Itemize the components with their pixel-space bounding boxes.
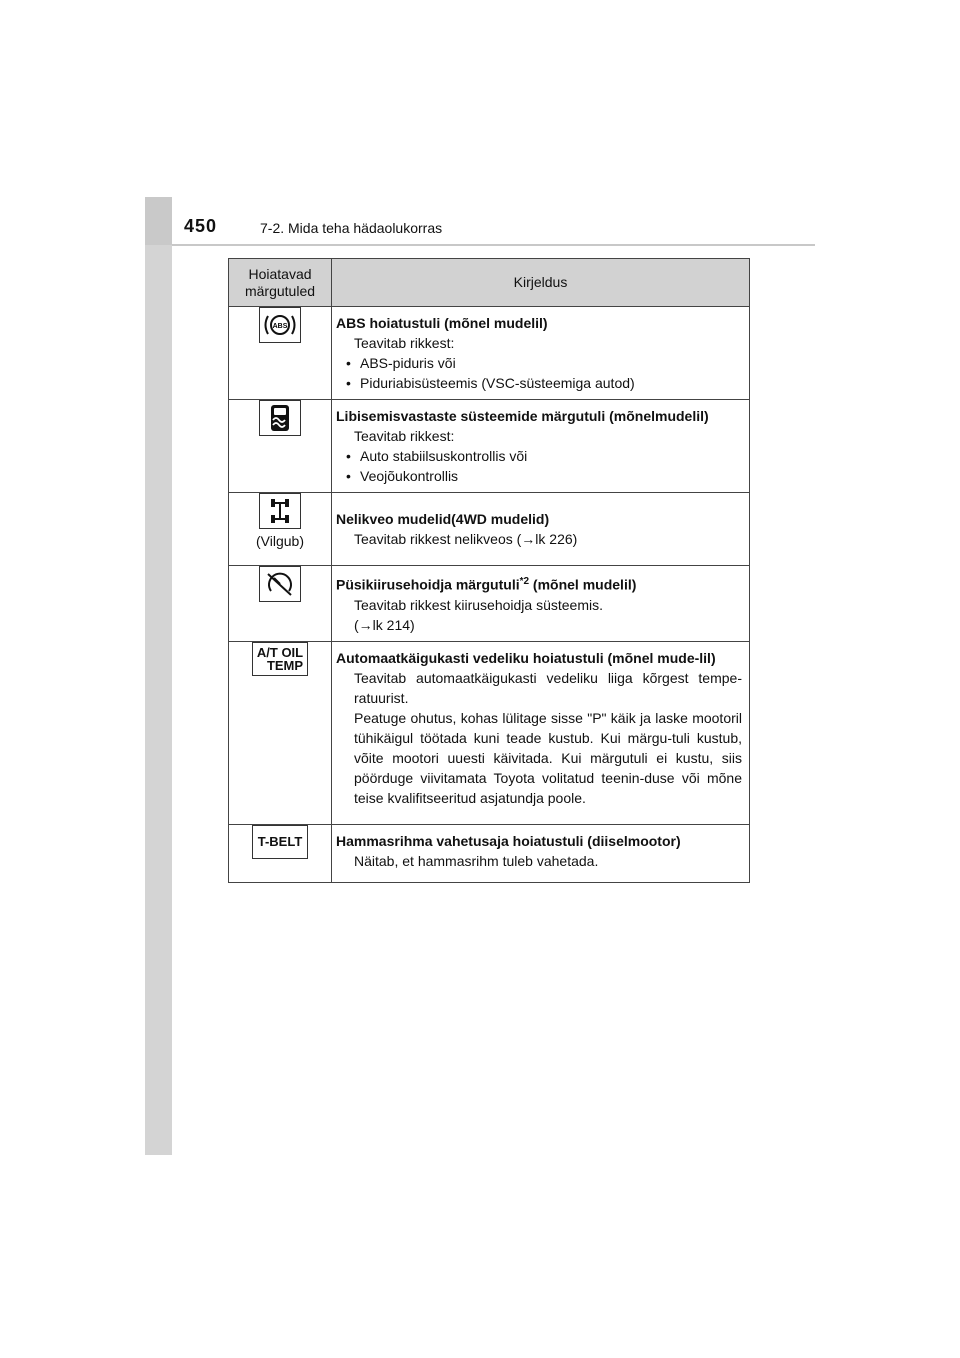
row-title [336,572,742,595]
page-number: 450 [184,216,218,236]
icon-text-line1: A/T OIL [256,644,304,660]
at-oil-temp-icon [252,642,308,676]
table-row [229,400,750,493]
row-title: Automaatkäigukasti vedeliku hoiatustuli (mõnel mude-lil) [336,649,716,666]
icon-text-line2: TEMP [266,657,304,673]
table-row [229,641,750,824]
row-text: Teavitab rikkest nelikveos (→lk 226) [354,531,578,547]
t-belt-icon [252,825,308,859]
table-header-row [229,259,750,307]
table-row [229,824,750,882]
row-text: Peatuge ohutus, kohas lülitage sisse "P" käik ja laske mootoril tühikäigul töötada kuni teade kustub. Kui märgu-tuli kustub, võite mootori uuesti käivitada. Kui märgutuli ei kustu, siis pöörduge viivitamata Toyota volitatud teenin-duse või mõne teise kvalifitseeritud asjatundja poole. [354,709,742,806]
row-title-main: Püsikiirusehoidja märgutuli [336,576,520,593]
row-bullet: • ABS-piduris või [336,353,742,373]
side-tab-bar [145,197,172,1155]
row-text: Teavitab rikkest kiirusehoidja süsteemis. [354,596,603,613]
row-text: Teavitab rikkest: [354,428,455,444]
icon-text-line1: T-BELT [257,834,303,850]
col-header-indicator-line1: Hoiatavad [248,265,312,282]
row-text: Teavitab automaatkäigukasti vedeliku liiga kõrgest tempe-ratuurist. [354,669,742,706]
4wd-icon [259,493,301,529]
icon-caption: (Vilgub) [256,533,304,549]
warning-lights-table [228,258,750,883]
row-text: Teavitab rikkest: [354,335,455,351]
row-bullet: • Auto stabiilsuskontrollis või [336,446,742,466]
row-title: Libisemisvastaste süsteemide märgutuli (mõnelmudelil) [336,408,709,424]
row-title: Nelikveo mudelid(4WD mudelid) [336,511,550,527]
col-header-indicator [229,259,332,307]
col-header-indicator-line2: märgutuled [244,282,316,299]
table-row [229,566,750,642]
cruise-control-icon [259,566,301,602]
side-tab-marker [145,197,172,245]
section-title: 7-2. Mida teha hädaolukorras [260,220,443,236]
slip-indicator-icon [259,400,301,436]
row-bullet: • Piduriabisüsteemis (VSC-süsteemiga autod) [336,373,742,393]
row-text: Näitab, et hammasrihm tuleb vahetada. [354,852,599,869]
row-title: Hammasrihma vahetusaja hoiatustuli (diiselmootor) [336,832,681,849]
col-header-description: Kirjeldus [332,259,750,307]
table-row [229,307,750,400]
row-text: (→lk 214) [354,616,415,633]
row-title: ABS hoiatustuli (mõnel mudelil) [336,315,548,331]
row-title-tail: (mõnel mudelil) [529,576,637,593]
table-row [229,493,750,566]
footnote-marker: *2 [519,576,530,587]
svg-text:ABS: ABS [272,323,288,330]
abs-warning-icon [259,307,301,343]
row-bullet: • Veojõukontrollis [336,466,742,486]
header-divider [172,244,815,246]
